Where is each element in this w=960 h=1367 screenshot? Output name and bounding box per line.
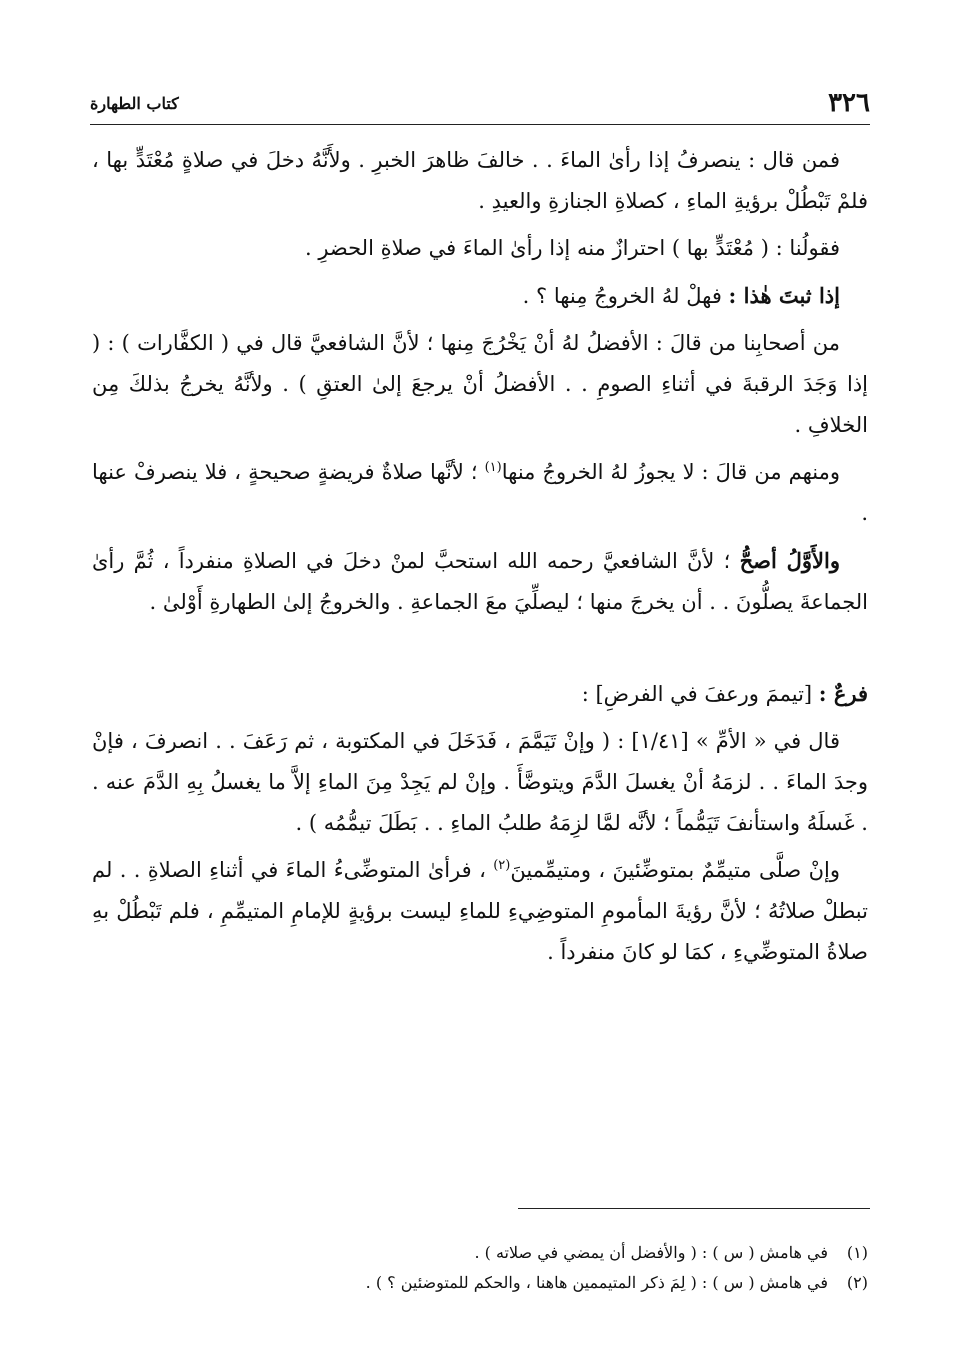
footnote-ref-2[interactable]: (٢) [493,858,511,873]
paragraph [92,323,868,446]
bold-heading: إذا ثبتَ هٰذا : [728,283,840,308]
paragraph [92,140,868,222]
paragraph-text: فهلْ لهُ الخروجُ مِنها ؟ . [522,284,722,308]
paragraph-text: قال في « الأمِّ » [١/٤١] : ( وإنْ تَيَمَّمَ ، فَدَخَلَ في المكتوبة ، ثم رَعَفَ . . انصرفَ ، فإنْ وجدَ الماءَ . . لزمَهُ أنْ يغسلَ الدَّمَ ويتوضَّأَ . وإنْ لم يَجِدْ مِنَ الماءِ إلاَّ ما يغسلُ بِهِ الدَّمَ عنه . . غَسلَهُ واستأنفَ تَيَمُّماً ؛ لأنَّه لمَّا لزِمَهُ طلبُ الماءِ . . بَطَلَ تيمُّمُه ) . [92,729,868,835]
page-header [90,88,870,125]
paragraph-text: ؛ لأنَّها صلاةٌ فريضةٍ صحيحةٍ ، فلا ينصرفْ عنها . [92,460,868,525]
footnote-number: (٢) [846,1273,868,1292]
footnotes [92,1238,868,1298]
footnote-number: (١) [846,1243,868,1262]
paragraph-text: ومنهم من قالَ : لا يجوزُ لهُ الخروجُ منها [501,460,840,484]
section-title [92,673,868,715]
paragraph [92,228,868,269]
paragraph [92,540,868,623]
footnote-text: في هامش ( س ) : ( لِمَ ذكر المتيممين هاهنا ، والحكم للمتوضئين ؟ ) . [365,1273,828,1292]
footnote-divider [518,1208,870,1209]
paragraph-text: ، فرأىٰ المتوضِّىءُ الماءَ في أثناءِ الصلاةِ . . لم تبطلْ صلاتُهُ ؛ لأنَّ رؤيةَ المأمومِ المتوضِيءِ للماءِ ليست برؤيةٍ للإمامِ المتيمِّمِ ، فلم تَبْطُلْ بهِ صلاةُ المتوضِّيءِ ، كمَا لو كانَ منفرداً . [92,858,868,964]
paragraph [92,452,868,534]
paragraph-text: فقولُنا : ( مُعْتَدٍّ بها ) احترازٌ منه إذا رأىٰ الماءَ في صلاةِ الحضرِ . [304,236,840,260]
paragraph-text: فمن قال : ينصرفُ إذا رأىٰ الماءَ . . خالفَ ظاهرَ الخبرِ . ولأَنَّهُ دخلَ في صلاةٍ مُعْتَدٍّ بها ، فلمْ تَبْطُلْ برؤيةِ الماءِ ، كصلاةِ الجنازةِ والعيدِ . [92,148,868,213]
footnote [92,1238,868,1268]
paragraph [92,721,868,844]
paragraph-text: ؛ لأنَّ الشافعيَّ رحمه الله استحبَّ لمنْ دخلَ في الصلاةِ منفرداً ، ثُمَّ رأىٰ الجماعةَ يصلُّونَ . . أن يخرجَ منها ؛ ليصلِّيَ معَ الجماعةِ . والخروجُ إلىٰ الطهارةِ أَوْلىٰ . [92,549,868,614]
section-label: فرعٌ : [818,681,868,706]
section-subject: [تيممَ ورعفَ في الفرضِ] : [581,682,819,706]
section-gap [92,629,868,673]
main-text [92,140,868,979]
paragraph [92,275,868,317]
footnote-text: في هامش ( س ) : ( والأفضل أن يمضي في صلاته ) . [474,1243,828,1262]
paragraph-text: من أصحابِنا من قالَ : الأفضلُ لهُ أنْ يَخْرُجَ مِنها ؛ لأنَّ الشافعيَّ قال في ( الكفَّارات ) : ( إذا وَجَدَ الرقبةَ في أثناءِ الصومِ . . الأفضلُ أنْ يرجعَ إلىٰ العتقِ ) . ولأنَّهُ يخرجُ بذلكَ مِن الخلافِ . [92,331,869,437]
book-title: كتاب الطهارة [90,94,179,113]
page-number: ٣٢٦ [828,88,870,118]
paragraph-text: وإنْ صلَّى متيمِّمٌ بمتوضِّئينَ ، ومتيمِّمينَ [510,858,840,882]
paragraph [92,850,868,973]
footnote [92,1268,868,1298]
footnote-ref-1[interactable]: (١) [484,460,502,475]
bold-heading: والأَوَّلُ أصحُّ [739,548,841,573]
